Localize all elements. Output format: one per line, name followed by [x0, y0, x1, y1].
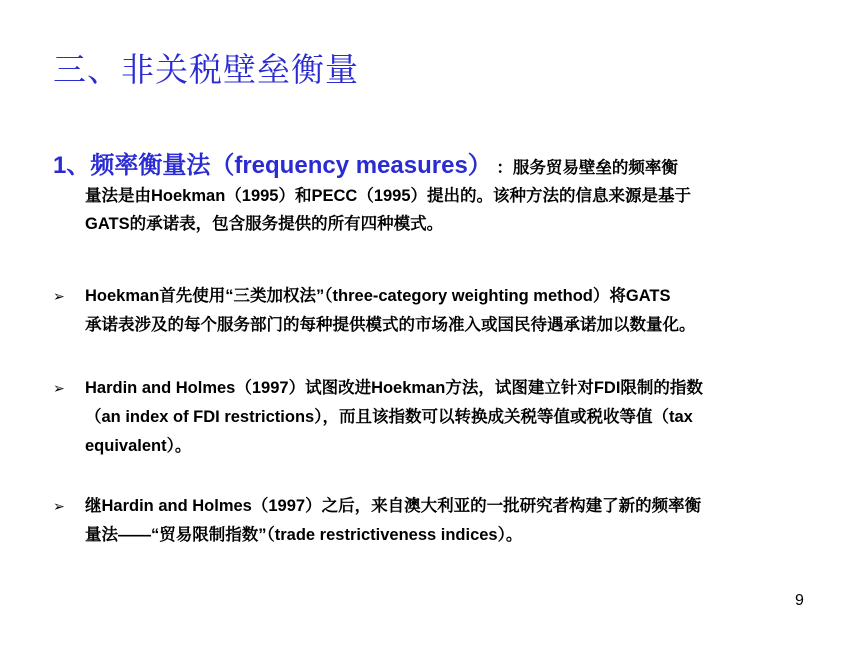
- section-intro-line-3: GATS的承诺表，包含服务提供的所有四种模式。: [85, 215, 444, 233]
- section-intro-line-2: 量法是由Hoekman（1995）和PECC（1995）提出的。该种方法的信息来源是基于: [85, 187, 692, 205]
- bullet-3-line-2: 量法——“贸易限制指数”（trade restrictiveness indices）。: [85, 526, 523, 544]
- bullet-3-line-1: 继Hardin and Holmes（1997）之后，来自澳大利亚的一批研究者构建了新的频率衡: [85, 497, 702, 515]
- section-heading: 1、频率衡量法（frequency measures）: [53, 152, 492, 179]
- page-number: 9: [795, 592, 804, 609]
- section-intro-start: ：服务贸易壁垒的频率衡: [496, 159, 678, 177]
- bullet-2-line-3: equivalent）。: [85, 437, 192, 455]
- bullet-1-line-1: Hoekman首先使用“三类加权法”（three-category weighting method）将GATS: [85, 287, 671, 305]
- slide-title: 三、非关税壁垒衡量: [53, 51, 359, 88]
- section-paragraph: [53, 152, 813, 238]
- bullet-1-line-2: 承诺表涉及的每个服务部门的每种提供模式的市场准入或国民待遇承诺加以数量化。: [85, 316, 696, 334]
- arrow-bullet-icon: ➢: [53, 288, 65, 304]
- arrow-bullet-icon: ➢: [53, 498, 65, 514]
- bullet-item-1: [53, 282, 813, 340]
- bullet-2-line-2: （an index of FDI restrictions），而且该指数可以转换成关税等值或税收等值（tax: [85, 408, 693, 426]
- bullet-item-2: [53, 374, 813, 461]
- section-head-line: [53, 152, 813, 182]
- bullet-2-line-1: Hardin and Holmes（1997）试图改进Hoekman方法，试图建立针对FDI限制的指数: [85, 379, 703, 397]
- arrow-bullet-icon: ➢: [53, 380, 65, 396]
- bullet-item-3: [53, 492, 813, 550]
